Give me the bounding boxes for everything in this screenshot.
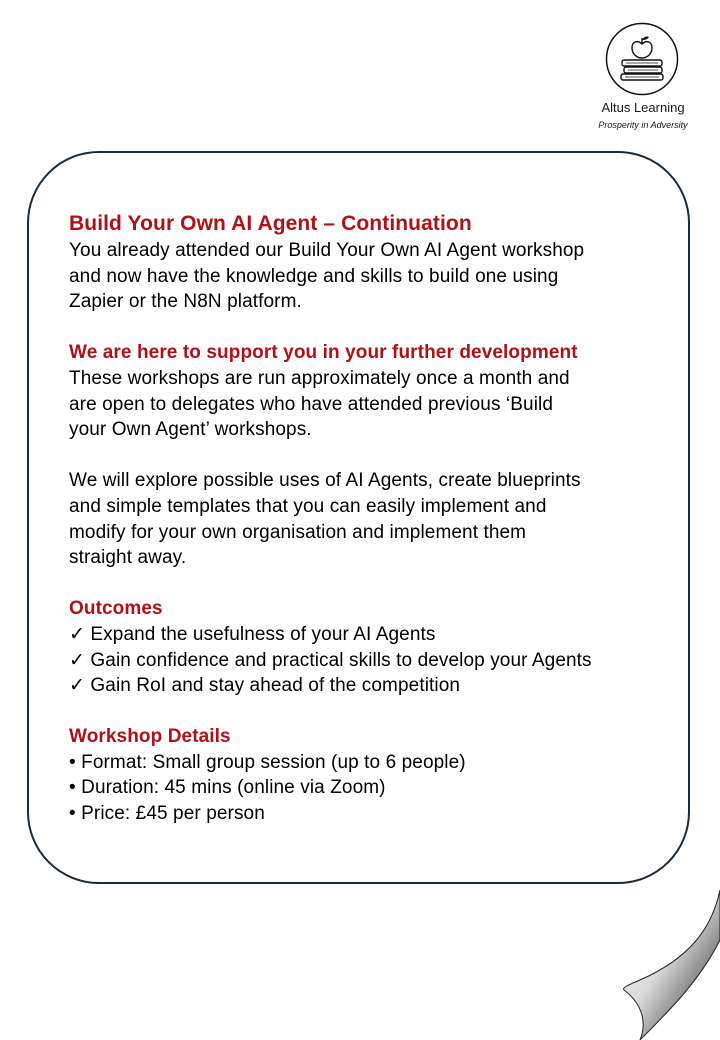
explore-line: straight away. xyxy=(69,547,187,569)
explore-line: We will explore possible uses of AI Agents, create blueprints xyxy=(69,470,581,492)
spacer xyxy=(69,571,669,597)
apple-on-books-icon xyxy=(605,22,679,96)
spacer xyxy=(69,443,669,469)
logo-name: Altus Learning xyxy=(601,100,685,115)
logo-tagline: Prosperity in Adversity xyxy=(598,120,688,130)
outcome-item: ✓ Expand the usefulness of your AI Agents xyxy=(69,623,436,645)
spacer xyxy=(69,699,669,725)
outcome-item: ✓ Gain RoI and stay ahead of the competition xyxy=(69,675,461,697)
spacer xyxy=(69,315,669,341)
support-line: These workshops are run approximately once a month and xyxy=(69,367,570,389)
support-heading: We are here to support you in your further development xyxy=(69,342,578,364)
page-title: Build Your Own AI Agent – Continuation xyxy=(69,212,472,235)
altus-learning-logo xyxy=(586,18,706,138)
intro-line: You already attended our Build Your Own AI Agent workshop xyxy=(69,240,585,261)
intro-line: and now have the knowledge and skills to build one using xyxy=(69,265,559,287)
details-heading: Workshop Details xyxy=(69,726,231,748)
intro-line: Zapier or the N8N platform. xyxy=(69,291,302,313)
support-line: your Own Agent’ workshops. xyxy=(69,419,312,441)
page-curl-decoration xyxy=(600,880,720,1040)
outcomes-heading: Outcomes xyxy=(69,598,163,620)
detail-item: • Duration: 45 mins (online via Zoom) xyxy=(69,777,386,799)
support-line: are open to delegates who have attended previous ‘Build xyxy=(69,393,554,415)
detail-item: • Format: Small group session (up to 6 people) xyxy=(69,751,466,773)
explore-line: and simple templates that you can easily implement and xyxy=(69,495,547,517)
card-content xyxy=(69,210,669,827)
outcome-item: ✓ Gain confidence and practical skills to develop your Agents xyxy=(69,649,592,671)
detail-item: • Price: £45 per person xyxy=(69,803,265,825)
explore-line: modify for your own organisation and implement them xyxy=(69,521,527,543)
